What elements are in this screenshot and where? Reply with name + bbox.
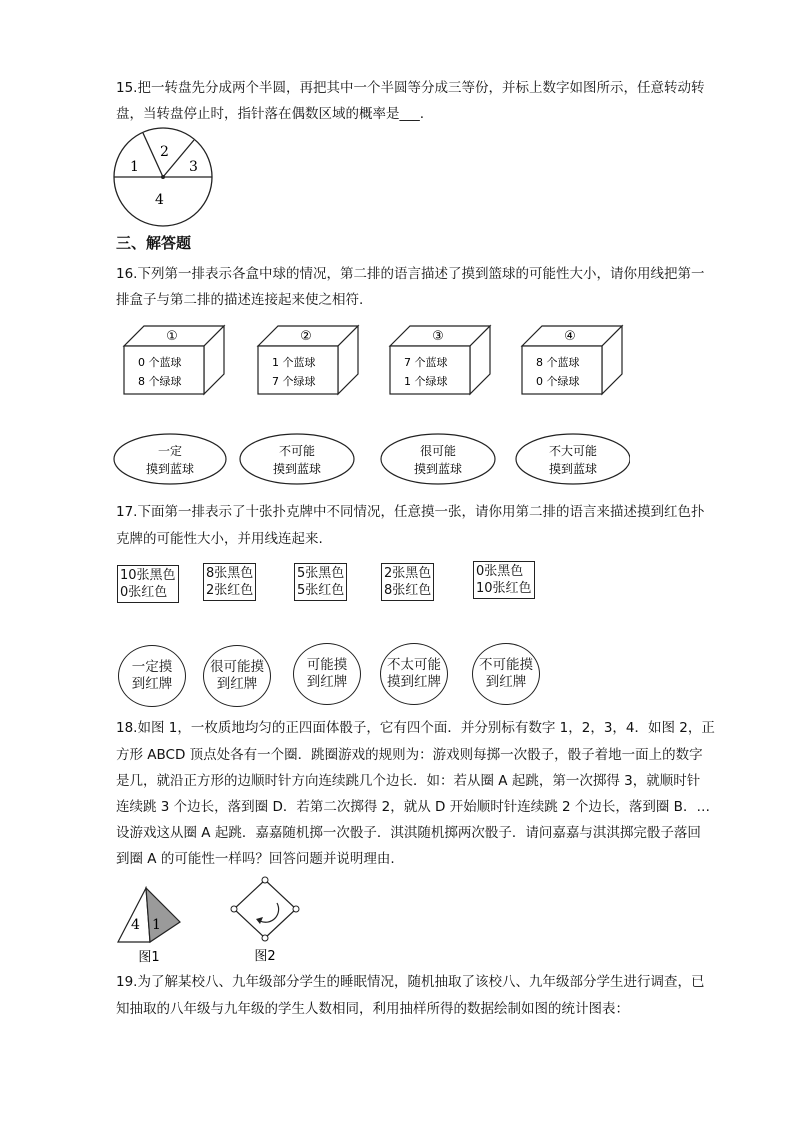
q18-text-line1: 18.如图 1，一枚质地均匀的正四面体骰子，它有四个面．并分别标有数字 1，2，3，4．如图 2，正 [116, 720, 715, 736]
ball-box-2 [258, 326, 358, 394]
ball-box-3 [390, 326, 490, 394]
card-2-line2: 2张红色 [206, 583, 254, 598]
oval-2 [240, 434, 354, 484]
oval-2-line1: 不可能 [278, 444, 316, 458]
box-2-line1: 1 个蓝球 [272, 356, 316, 369]
circle-5-line2: 到红牌 [485, 674, 527, 690]
q15-text-line2: 盘，当转盘停止时，指针落在偶数区域的概率是___. [116, 106, 425, 122]
box-2-line2: 7 个绿球 [272, 375, 316, 388]
q18-text-line6: 到圈 A 的可能性一样吗？回答问题并说明理由. [116, 851, 395, 867]
oval-3 [381, 434, 495, 484]
circle-1-line1: 一定摸 [131, 659, 173, 675]
q15-text-line1: 15.把一转盘先分成两个半圆，再把其中一个半圆等分成三等份，并标上数字如图所示，任意转动转 [116, 80, 705, 96]
q17-text-line1: 17.下面第一排表示了十张扑克牌中不同情况，任意摸一张，请你用第二排的语言来描述摸到红色扑 [116, 504, 705, 520]
circle-3-line1: 可能摸 [306, 657, 348, 673]
tetrahedron-die-figure [118, 888, 180, 965]
likelihood-circle-1 [118, 645, 186, 707]
clockwise-arrow-icon [260, 903, 279, 922]
q18-text-line5: 设游戏这从圈 A 起跳．嘉嘉随机掷一次骰子．淇淇随机掷两次骰子．请问嘉嘉与淇淇掷完骰子落回 [116, 825, 701, 841]
box-1-line2: 8 个绿球 [138, 375, 182, 388]
oval-4-line2: 摸到蓝球 [548, 462, 598, 476]
spinner-label-4: 4 [155, 192, 164, 208]
spinner-label-2: 2 [160, 144, 169, 160]
card-5 [473, 561, 535, 599]
card-3-line2: 5张红色 [297, 583, 345, 598]
card-1 [117, 565, 179, 603]
circle-4-line1: 不太可能 [387, 657, 441, 673]
oval-4-line1: 不大可能 [548, 444, 598, 458]
spinner-label-1: 1 [130, 159, 139, 175]
spinner-figure [110, 126, 220, 228]
box-2-number: ② [300, 329, 312, 344]
die-face-right-label: 1 [152, 917, 161, 933]
fig1-caption: 图1 [138, 950, 160, 965]
fig2-caption: 图2 [254, 949, 276, 964]
q18-figures [110, 874, 310, 966]
square-circles-figure [231, 877, 299, 964]
oval-1 [114, 434, 226, 484]
q19-text-line1: 19.为了解某校八、九年级部分学生的睡眠情况，随机抽取了该校八、九年级部分学生进行调查，已 [116, 974, 705, 990]
card-5-line1: 0张黑色 [476, 564, 524, 579]
q18-text-line3: 是几，就沿正方形的边顺时针方向连续跳几个边长．如：若从圈 A 起跳，第一次掷得 3，就顺时针 [116, 773, 701, 789]
oval-3-line1: 很可能 [419, 444, 457, 458]
q16-text-line1: 16.下列第一排表示各盒中球的情况，第二排的语言描述了摸到篮球的可能性大小，请你用线把第一 [116, 266, 705, 282]
likelihood-circle-4 [380, 643, 448, 705]
card-3 [294, 563, 347, 601]
card-5-line2: 10张红色 [476, 581, 532, 596]
oval-2-line2: 摸到蓝球 [272, 462, 322, 476]
circle-1-line2: 到红牌 [131, 676, 173, 692]
circle-3-line2: 到红牌 [306, 674, 348, 690]
box-4-line1: 8 个蓝球 [536, 356, 580, 369]
card-4 [381, 563, 434, 601]
q18-text-line2: 方形 ABCD 顶点处各有一个圈．跳圈游戏的规则为：游戏则每掷一次骰子，骰子着地一面上的数字 [116, 747, 703, 763]
circle-4-line2: 摸到红牌 [387, 674, 441, 690]
box-3-number: ③ [432, 329, 444, 344]
circle-2-line2: 到红牌 [216, 676, 258, 692]
section-title: 三、解答题 [116, 234, 192, 252]
card-4-line1: 2张黑色 [384, 566, 432, 581]
box-3-line1: 7 个蓝球 [404, 356, 448, 369]
card-1-line2: 0张红色 [120, 585, 168, 600]
circle-2-line1: 很可能摸 [210, 659, 264, 675]
box-4-number: ④ [564, 329, 576, 344]
ball-box-1 [124, 326, 224, 394]
box-1-number: ① [166, 329, 178, 344]
likelihood-circle-5 [472, 643, 540, 705]
box-4-line2: 0 个绿球 [536, 375, 580, 388]
ball-box-4 [522, 326, 622, 394]
oval-1-line2: 摸到蓝球 [145, 462, 195, 476]
box-1-line1: 0 个蓝球 [138, 356, 182, 369]
card-4-line2: 8张红色 [384, 583, 432, 598]
q18-text-line4: 连续跳 3 个边长，落到圈 D．若第二次掷得 2，就从 D 开始顺时针连续跳 2 个边长，落到圈 B．… [116, 799, 710, 815]
card-2-line1: 8张黑色 [206, 566, 254, 581]
spinner-label-3: 3 [189, 159, 198, 175]
oval-4 [516, 434, 630, 484]
q16-text-line2: 排盒子与第二排的描述连接起来使之相符. [116, 292, 364, 308]
oval-1-line1: 一定 [157, 444, 183, 458]
q16-figure [110, 318, 630, 498]
q19-text-line2: 知抽取的八年级与九年级的学生人数相同，利用抽样所得的数据绘制如图的统计图表： [116, 1001, 629, 1017]
circle-5-line1: 不可能摸 [479, 657, 533, 673]
box-3-line2: 1 个绿球 [404, 375, 448, 388]
oval-3-line2: 摸到蓝球 [413, 462, 463, 476]
likelihood-circle-2 [203, 645, 271, 707]
card-2 [203, 563, 256, 601]
q17-text-line2: 克牌的可能性大小，并用线连起来. [116, 531, 323, 547]
likelihood-circle-3 [293, 643, 361, 705]
card-1-line1: 10张黑色 [120, 568, 176, 583]
die-face-left-label: 4 [131, 917, 140, 933]
card-3-line1: 5张黑色 [297, 566, 345, 581]
